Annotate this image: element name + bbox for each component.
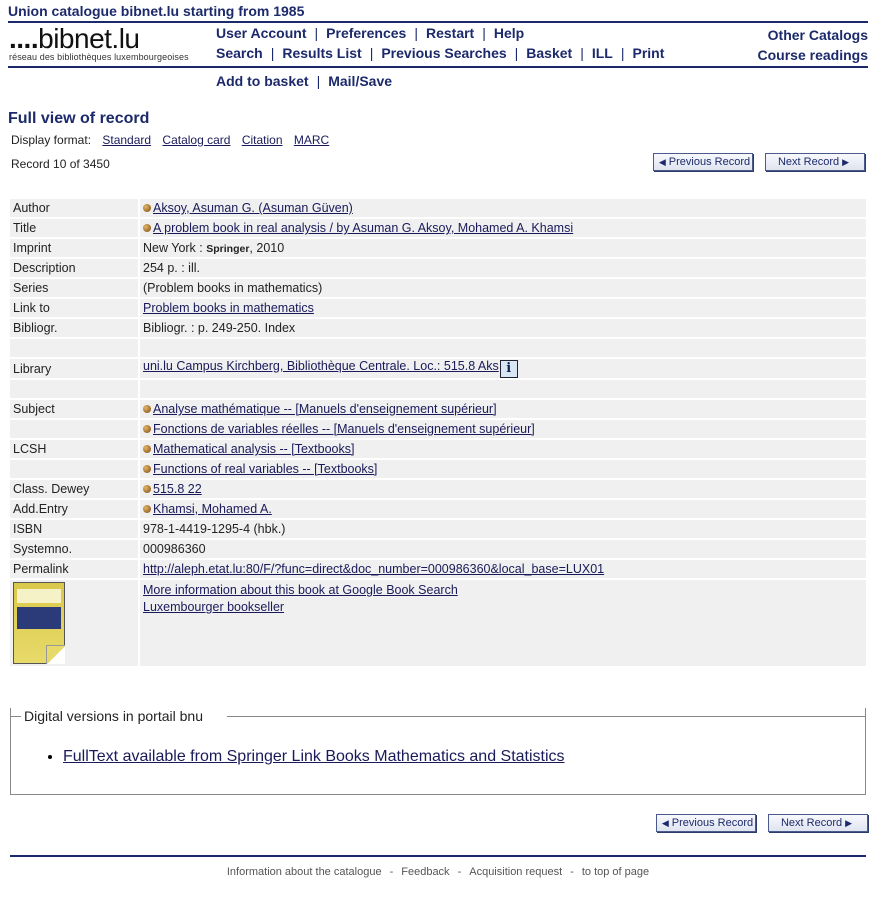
menu-separator: | (482, 25, 486, 41)
field-value: 000986360 (140, 540, 866, 558)
bibnet-logo[interactable] (9, 25, 209, 65)
record-count: Record 10 of 3450 (11, 157, 110, 171)
subject-link[interactable]: Analyse mathématique -- [Manuels d'enseignement supérieur] (153, 402, 497, 416)
field-label: Library (10, 359, 138, 378)
footer-acquisition-link[interactable]: Acquisition request (469, 866, 563, 878)
record-row-author (10, 199, 866, 217)
field-label: Subject (10, 400, 138, 418)
bullet-icon (143, 224, 151, 232)
library-location-link[interactable]: uni.lu Campus Kirchberg, Bibliothèque Centrale. Loc.: 515.8 Aks (143, 359, 499, 373)
fieldset-border (11, 716, 21, 717)
triangle-left-icon: ◀ (661, 817, 669, 828)
bullet-icon (143, 405, 151, 413)
field-value (140, 560, 866, 578)
bullet-icon (143, 445, 151, 453)
digital-versions-legend: Digital versions in portail bnu (24, 708, 203, 724)
add-to-basket-link[interactable]: Add to basket (216, 73, 309, 89)
empty-cell (10, 420, 138, 438)
record-row-cover (10, 580, 866, 666)
logo-tagline: réseau des bibliothèques luxembourgeoises (9, 52, 189, 62)
field-value (140, 480, 866, 498)
field-value (140, 219, 866, 237)
record-row-imprint (10, 239, 866, 257)
triangle-right-icon: ▶ (842, 156, 850, 167)
menu-course-readings[interactable]: Course readings (757, 47, 868, 63)
previous-record-label: Previous Record (671, 817, 754, 829)
footer-feedback-link[interactable]: Feedback (401, 866, 450, 878)
empty-cell (10, 380, 138, 398)
field-value: Bibliogr. : p. 249-250. Index (140, 319, 866, 337)
field-value: 978-1-4419-1295-4 (hbk.) (140, 520, 866, 538)
field-value (140, 199, 866, 217)
record-row-systemno (10, 540, 866, 558)
lcsh-link[interactable]: Functions of real variables -- [Textbooks] (153, 462, 378, 476)
imprint-publisher: Springer (206, 243, 250, 255)
footer-divider (10, 855, 866, 857)
format-standard-link[interactable]: Standard (102, 133, 152, 147)
record-row-spacer (10, 380, 866, 398)
menu-ill[interactable]: ILL (591, 45, 613, 61)
catalogue-banner: Union catalogue bibnet.lu starting from 1985 (8, 3, 305, 19)
title-link[interactable]: A problem book in real analysis / by Asuman G. Aksoy, Mohamed A. Khamsi (153, 221, 574, 235)
digital-versions-box (10, 708, 866, 795)
bookseller-link[interactable]: Luxembourger bookseller (143, 600, 285, 614)
logo-dots: .... (9, 23, 39, 54)
bullet-icon (143, 505, 151, 513)
menu-separator: | (270, 45, 275, 61)
field-label: Permalink (10, 560, 138, 578)
next-record-label: Next Record (777, 156, 840, 168)
next-record-button-bottom[interactable] (768, 814, 868, 832)
menu-help[interactable]: Help (493, 25, 525, 41)
field-value (140, 580, 866, 666)
empty-cell (140, 339, 866, 357)
menu-separator: | (580, 45, 584, 61)
format-catalog-card-link[interactable]: Catalog card (162, 133, 231, 147)
bullet-icon (143, 425, 151, 433)
display-format-label: Display format: (11, 133, 92, 147)
field-value (140, 400, 866, 418)
menu-separator: | (314, 25, 319, 41)
field-label: Link to (10, 299, 138, 317)
fulltext-link[interactable]: FullText available from Springer Link Books Mathematics and Statistics (63, 748, 565, 765)
record-table (8, 197, 868, 668)
previous-record-button-bottom[interactable] (656, 814, 756, 832)
permalink-link[interactable]: http://aleph.etat.lu:80/F/?func=direct&doc_number=000986360&local_base=LUX01 (143, 562, 605, 576)
field-label: Author (10, 199, 138, 217)
bullet-icon (143, 465, 151, 473)
bullet-icon (143, 485, 151, 493)
field-label: ISBN (10, 520, 138, 538)
info-icon[interactable]: i (500, 360, 518, 378)
field-value (140, 440, 866, 458)
dewey-link[interactable]: 515.8 22 (153, 482, 202, 496)
footer-info-link[interactable]: Information about the catalogue (226, 866, 382, 878)
field-label: LCSH (10, 440, 138, 458)
fieldset-border (227, 716, 865, 717)
field-value (140, 460, 866, 478)
display-format-bar (11, 133, 329, 147)
footer-separator: - (389, 866, 394, 878)
record-row-series (10, 279, 866, 297)
field-label: Description (10, 259, 138, 277)
digital-links-list (25, 748, 565, 766)
footer-separator: - (570, 866, 574, 878)
next-record-button[interactable] (765, 153, 865, 171)
record-row-lcsh (10, 440, 866, 458)
menu-separator: | (620, 45, 625, 61)
book-cover-image[interactable] (13, 582, 65, 664)
field-value (140, 299, 866, 317)
nav-divider (8, 66, 868, 68)
menu-preferences[interactable]: Preferences (326, 25, 407, 41)
imprint-place: New York : (143, 241, 207, 255)
author-link[interactable]: Aksoy, Asuman G. (Asuman Güven) (153, 201, 353, 215)
logo-name: bibnet.lu (38, 23, 140, 54)
field-value: (Problem books in mathematics) (140, 279, 866, 297)
record-row-subject (10, 420, 866, 438)
record-row-spacer (10, 339, 866, 357)
field-label: Bibliogr. (10, 319, 138, 337)
empty-cell (140, 380, 866, 398)
field-value (140, 359, 866, 378)
menu-previous-searches[interactable]: Previous Searches (381, 45, 507, 61)
footer-separator: - (457, 866, 462, 878)
field-value (140, 239, 866, 257)
field-label: Imprint (10, 239, 138, 257)
menu-separator: | (369, 45, 374, 61)
field-label: Title (10, 219, 138, 237)
previous-record-button[interactable] (653, 153, 753, 171)
menu-user-account[interactable]: User Account (216, 25, 307, 41)
format-marc-link[interactable]: MARC (293, 133, 330, 147)
record-row-lcsh (10, 460, 866, 478)
list-item (63, 748, 565, 766)
subject-link[interactable]: Fonctions de variables réelles -- [Manuels d'enseignement supérieur] (153, 422, 535, 436)
record-row-permalink (10, 560, 866, 578)
field-value (140, 500, 866, 518)
field-label: Systemno. (10, 540, 138, 558)
triangle-left-icon: ◀ (658, 156, 666, 167)
top-menu-row2 (216, 45, 664, 61)
previous-record-label: Previous Record (668, 156, 751, 168)
field-label: Series (10, 279, 138, 297)
menu-results-list[interactable]: Results List (282, 45, 362, 61)
menu-restart[interactable]: Restart (425, 25, 475, 41)
menu-search[interactable]: Search (216, 45, 263, 61)
footer-top-link[interactable]: to top of page (581, 866, 650, 878)
menu-separator: | (414, 25, 418, 41)
menu-basket[interactable]: Basket (526, 45, 573, 61)
menu-print[interactable]: Print (632, 45, 665, 61)
link-to-series[interactable]: Problem books in mathematics (143, 301, 314, 315)
record-row-bibliogr (10, 319, 866, 337)
empty-cell (10, 460, 138, 478)
record-row-description (10, 259, 866, 277)
format-citation-link[interactable]: Citation (241, 133, 283, 147)
add-entry-link[interactable]: Khamsi, Mohamed A. (153, 502, 272, 516)
bullet-icon (143, 204, 151, 212)
footer (0, 866, 876, 878)
field-label: Class. Dewey (10, 480, 138, 498)
record-actions (216, 73, 392, 89)
top-menu-row1 (216, 25, 524, 41)
google-books-link[interactable]: More information about this book at Google Book Search (143, 583, 458, 597)
record-row-link-to (10, 299, 866, 317)
mail-save-link[interactable]: Mail/Save (328, 73, 393, 89)
record-row-isbn (10, 520, 866, 538)
field-label: Add.Entry (10, 500, 138, 518)
field-value (140, 420, 866, 438)
cover-cell (10, 580, 138, 666)
record-row-library (10, 359, 866, 378)
menu-other-catalogs[interactable]: Other Catalogs (767, 27, 868, 43)
empty-cell (10, 339, 138, 357)
menu-separator: | (514, 45, 519, 61)
other-catalogs-panel (758, 25, 868, 65)
record-row-dewey (10, 480, 866, 498)
record-row-subject (10, 400, 866, 418)
page-title: Full view of record (8, 110, 150, 127)
next-record-label: Next Record (780, 817, 843, 829)
menu-separator: | (316, 73, 321, 89)
record-row-add-entry (10, 500, 866, 518)
imprint-year: , 2010 (249, 241, 285, 255)
record-row-title (10, 219, 866, 237)
lcsh-link[interactable]: Mathematical analysis -- [Textbooks] (153, 442, 355, 456)
triangle-right-icon: ▶ (845, 817, 853, 828)
field-value: 254 p. : ill. (140, 259, 866, 277)
